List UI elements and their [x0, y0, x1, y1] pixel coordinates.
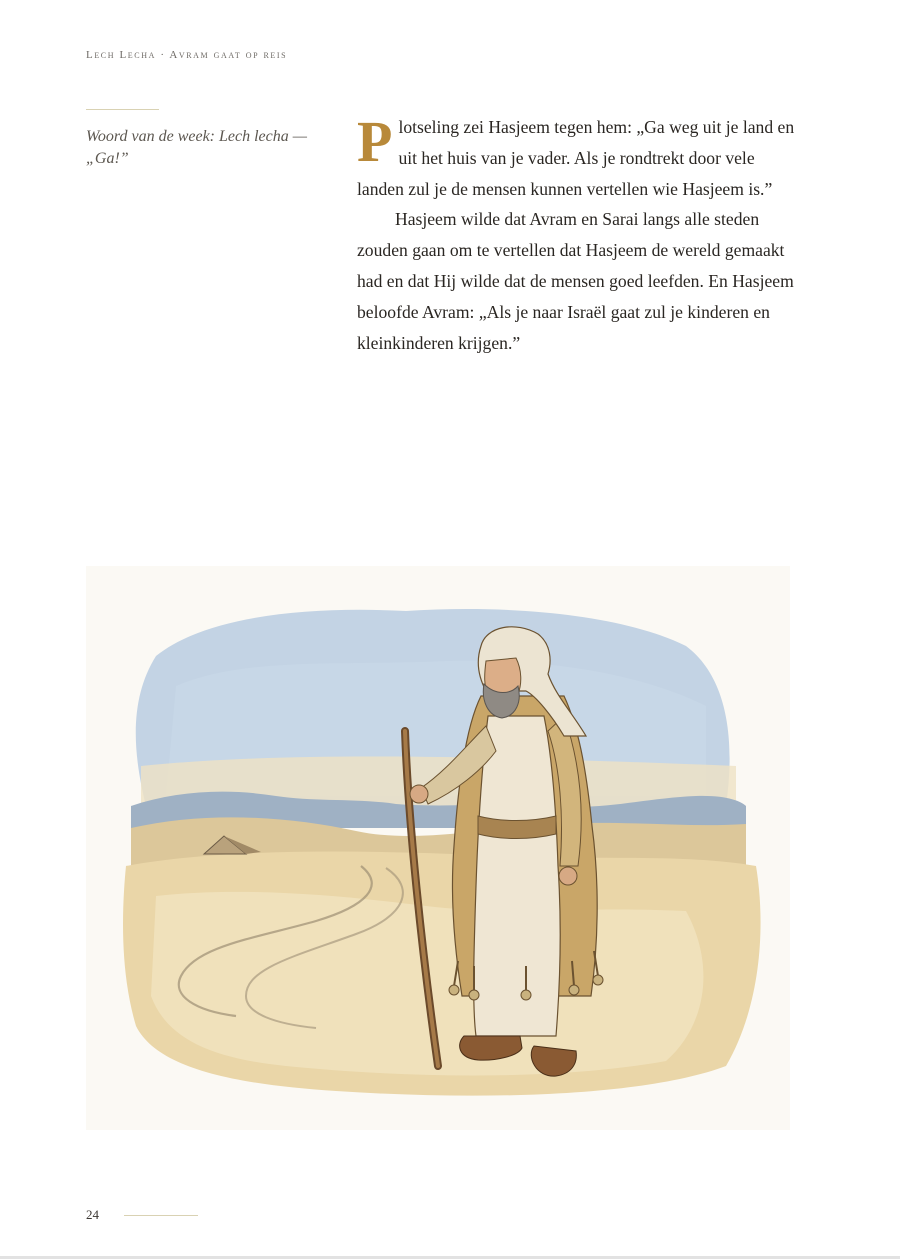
paragraph-2: Hasjeem wilde dat Avram en Sarai langs alle steden zouden gaan om te vertellen dat Hasjeem de wereld gemaakt had en dat Hij wilde dat de mensen goed leefden. En Hasjeem beloofde Avram: „Als je naar Israël gaat zul je kinderen en kleinkinderen krijgen.”: [357, 209, 794, 353]
paragraph-1-text: lotseling zei Hasjeem tegen hem: „Ga weg uit je land en uit het huis van je vader. Als je rondtrekt door vele landen zul je de mensen kunnen vertellen wie Hasjeem is.”: [357, 117, 795, 199]
running-head: Lech Lecha · Avram gaat op reis: [86, 49, 288, 61]
paragraph-1: [357, 109, 797, 204]
page-number: 24: [86, 1207, 99, 1222]
illustration: [86, 566, 790, 1130]
body-text: [357, 109, 797, 358]
footer-rule: [124, 1215, 198, 1216]
sidebar-note: Woord van de week: Lech lecha — „Ga!”: [86, 128, 307, 167]
watercolor-illustration-icon: [86, 566, 790, 1130]
drop-cap: P: [357, 109, 393, 174]
sidebar-rule: [86, 109, 159, 110]
